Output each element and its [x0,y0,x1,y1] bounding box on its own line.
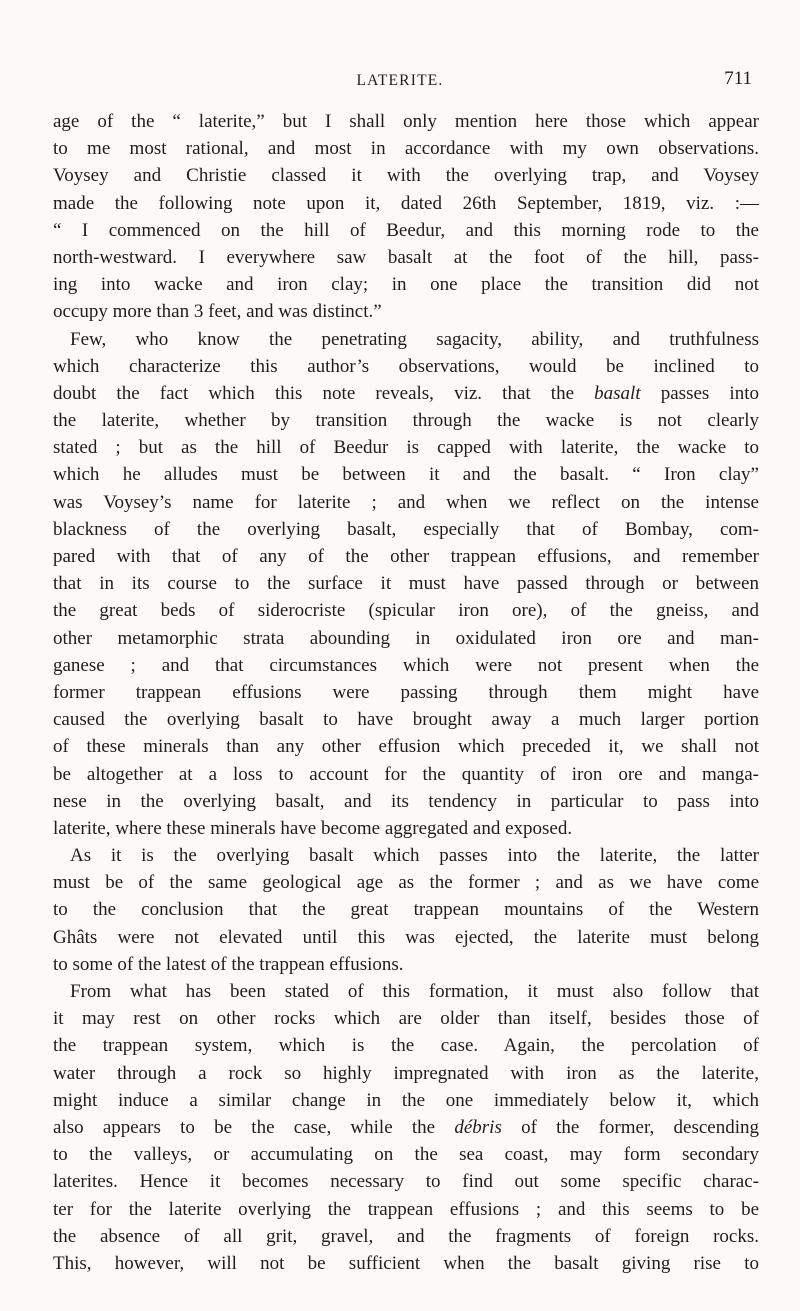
running-title: LATERITE. [356,72,444,89]
text-line: to the conclusion that the great trappean mountains of the Western [53,899,759,921]
text-line: “ I commenced on the hill of Beedur, and this morning rode to the [53,219,759,241]
page-number: 711 [724,68,752,89]
text-line: doubt the fact which this note reveals, viz. that the basalt passes into [53,382,759,404]
text-line: occupy more than 3 feet, and was distinct.” [53,301,382,323]
text-line: it may rest on other rocks which are older than itself, besides those of [53,1008,759,1030]
text-line: must be of the same geological age as the former ; and as we have come [53,872,759,894]
text-line: Ghâts were not elevated until this was ejected, the laterite must belong [53,926,759,948]
text-line: As it is the overlying basalt which passes into the laterite, the latter [70,845,759,867]
text-line: that in its course to the surface it must have passed through or between [53,573,759,595]
text-line: stated ; but as the hill of Beedur is capped with laterite, the wacke to [53,437,759,459]
body-text [53,108,759,1277]
text-line: also appears to be the case, while the débris of the former, descending [53,1116,759,1138]
text-line: might induce a similar change in the one immediately below it, which [53,1089,759,1111]
text-line: Few, who know the penetrating sagacity, ability, and truthfulness [70,328,759,350]
text-line: ter for the laterite overlying the trappean effusions ; and this seems to be [53,1198,759,1220]
text-line: the trappean system, which is the case. Again, the percolation of [53,1035,759,1057]
text-line: north-westward. I everywhere saw basalt at the foot of the hill, pass- [53,246,759,268]
text-line: the absence of all grit, gravel, and the fragments of foreign rocks. [53,1225,759,1247]
text-line: nese in the overlying basalt, and its tendency in particular to pass into [53,790,759,812]
text-line: other metamorphic strata abounding in oxidulated iron ore and man- [53,627,759,649]
text-line: was Voysey’s name for laterite ; and when we reflect on the intense [53,491,759,513]
text-line: This, however, will not be sufficient when the basalt giving rise to [53,1252,759,1274]
text-line: ganese ; and that circumstances which were not present when the [53,654,759,676]
text-line: the great beds of siderocriste (spicular iron ore), of the gneiss, and [53,600,759,622]
text-line: age of the “ laterite,” but I shall only mention here those which appear [53,111,759,132]
text-line: water through a rock so highly impregnated with iron as the laterite, [53,1062,759,1084]
text-line: to some of the latest of the trappean effusions. [53,953,404,975]
text-line: caused the overlying basalt to have brought away a much larger portion [53,709,759,731]
text-line: blackness of the overlying basalt, especially that of Bombay, com- [53,518,759,540]
text-line: Voysey and Christie classed it with the overlying trap, and Voysey [53,165,759,187]
text-line: which characterize this author’s observations, would be inclined to [53,355,759,377]
text-line: be altogether at a loss to account for the quantity of iron ore and manga- [53,763,759,785]
text-line: the laterite, whether by transition through the wacke is not clearly [53,410,759,432]
text-line: to me most rational, and most in accordance with my own observations. [53,138,759,160]
text-line: laterite, where these minerals have become aggregated and exposed. [53,817,573,839]
text-line: From what has been stated of this formation, it must also follow that [70,981,759,1002]
text-line: made the following note upon it, dated 26th September, 1819, viz. :— [53,192,759,214]
text-line: ing into wacke and iron clay; in one place the transition did not [53,274,759,296]
text-line: pared with that of any of the other trappean effusions, and remember [53,546,759,567]
text-line: former trappean effusions were passing through them might have [53,681,759,703]
text-line: to the valleys, or accumulating on the sea coast, may form secondary [53,1144,759,1166]
text-line: which he alludes must be between it and the basalt. “ Iron clay” [53,464,759,486]
text-line: laterites. Hence it becomes necessary to find out some specific charac- [53,1171,759,1193]
text-line: of these minerals than any other effusion which preceded it, we shall not [53,736,759,758]
